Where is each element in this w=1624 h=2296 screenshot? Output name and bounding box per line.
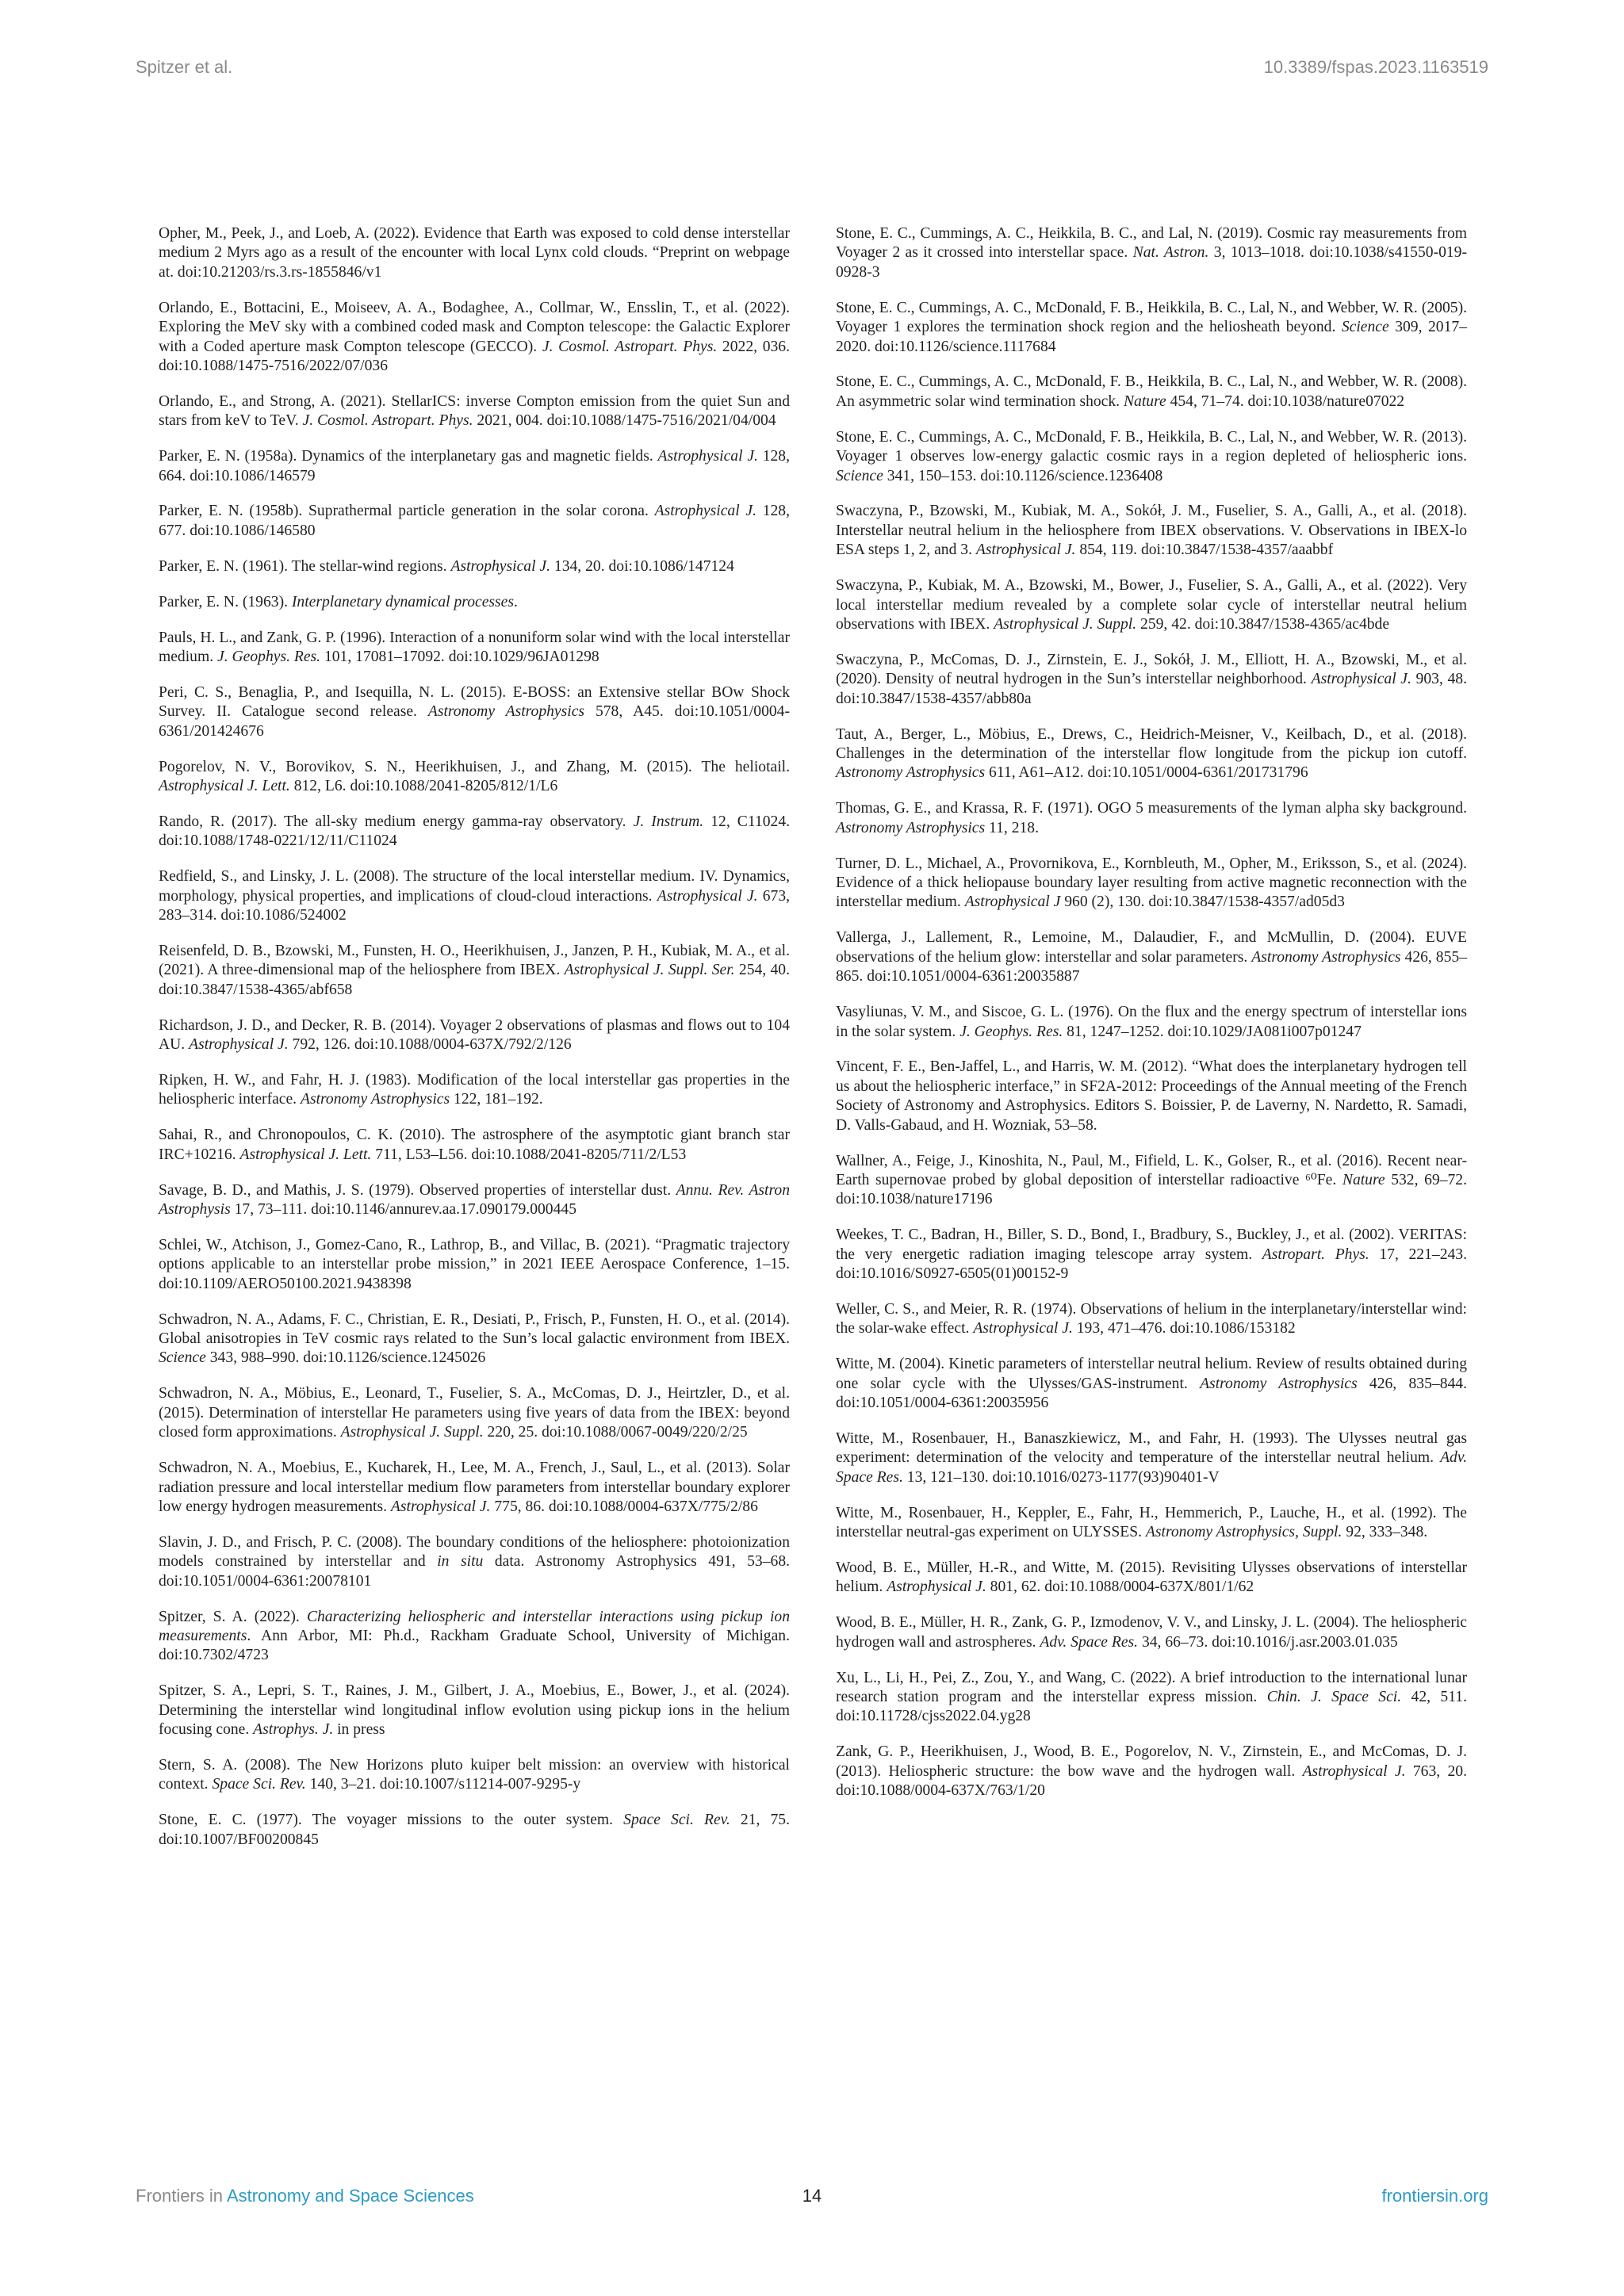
reference-text: Parker, E. N. (1958a). Dynamics of the interplanetary gas and magnetic fields. [159,448,658,465]
reference-text: Vincent, F. E., Ben-Jaffel, L., and Harris, W. M. (2012). “What does the interplanetary hydrogen tell us about the heliospheric interface,” in SF2A-2012: Proceedings of the Annual meeting of the French Society of Astronomy and Astrophysics. Editors S. Boissier, P. de Laverny, N. Nardetto, R. Samadi, D. Valls-Gabaud, and H. Wozniak, 53–58. [836,1058,1467,1134]
reference-text: 193, 471–476. doi:10.1086/153182 [1072,1320,1296,1337]
reference-journal: Nat. Astron. [1132,244,1209,262]
reference-entry [836,1669,1467,1727]
reference-text: Thomas, G. E., and Krassa, R. F. (1971). OGO 5 measurements of the lyman alpha sky background. [836,800,1467,817]
reference-text: data. Astronomy Astrophysics 491, 53–68. doi:10.1051/0004-6361:20078101 [159,1553,791,1590]
reference-text: Redfield, S., and Linsky, J. L. (2008). The structure of the local interstellar medium. IV. Dynamics, morphology, physical properties, and implications of cloud-cloud interactions. [159,868,790,905]
reference-text: Witte, M., Rosenbauer, H., Banaszkiewicz, M., and Fahr, H. (1993). The Ulysses neutral gas experiment: determination of the velocity and temperature of the interstellar neutral helium. [836,1430,1467,1467]
reference-journal: Astronomy Astrophysics [427,703,585,721]
reference-text: 309, 2017–2020. doi:10.1126/science.1117684 [836,319,1467,355]
reference-entry [836,428,1467,486]
reference-text: 426, 835–844. doi:10.1051/0004-6361:20035956 [836,1375,1467,1412]
reference-text: 220, 25. doi:10.1088/0067-0049/220/2/25 [483,1424,748,1441]
reference-text: Stone, E. C., Cummings, A. C., Heikkila, B. C., and Lal, N. (2019). Cosmic ray measurements from Voyager 2 as it crossed into interstellar space. [836,225,1467,262]
reference-journal: Astronomy Astrophysics [300,1091,450,1108]
running-header-doi: 10.3389/fspas.2023.1163519 [1263,57,1488,77]
reference-entry [836,1058,1467,1135]
reference-text: Stone, E. C., Cummings, A. C., McDonald, F. B., Heikkila, B. C., Lal, N., and Webber, W. R. (2008). An asymmetric solar wind termination shock. [836,373,1467,410]
reference-text: Turner, D. L., Michael, A., Provornikova, E., Kornbleuth, M., Opher, M., Eriksson, S., et al. (2024). Evidence of a thick heliopause boundary layer resulting from active magnetic reconnection with the interstellar medium. [836,855,1467,911]
reference-entry [159,1071,790,1110]
reference-text: Wallner, A., Feige, J., Kinoshita, N., Paul, M., Fifield, L. K., Golser, R., et al. (2016). Recent near-Earth supernovae probed by global deposition of interstellar radioactive ⁶⁰Fe. [836,1152,1467,1188]
reference-entry [836,651,1467,709]
reference-text: Parker, E. N. (1958b). Suprathermal particle generation in the solar corona. [159,503,655,520]
reference-text: 122, 181–192. [450,1091,543,1108]
reference-journal: J. Geophys. Res. [217,649,321,665]
reference-text: Orlando, E., and Strong, A. (2021). StellarICS: inverse Compton emission from the quiet Sun and stars from keV to TeV. [159,392,790,430]
reference-text: Schwadron, N. A., Möbius, E., Leonard, T., Fuselier, S. A., McComas, D. J., Heirtzler, D., et al. (2015). Determination of interstellar He parameters using five years of data from the IBEX: beyond closed form approximations. [159,1385,790,1441]
reference-journal: Space Sci. Rev. [212,1776,306,1793]
reference-text: 11, 218. [985,819,1039,836]
reference-journal: Astrophysical J. [1311,671,1411,688]
reference-text: 2021, 004. doi:10.1088/1475-7516/2021/04/004 [473,412,776,430]
reference-journal: Astrophysical J. Suppl. [994,616,1137,633]
reference-journal: Astrophysical J. [390,1498,491,1515]
reference-text: Vasyliunas, V. M., and Siscoe, G. L. (1976). On the flux and the energy spectrum of interstellar ions in the solar system. [836,1004,1467,1040]
reference-text: 532, 69–72. doi:10.1038/nature17196 [836,1171,1468,1208]
reference-text: Spitzer, S. A. (2022). [159,1608,307,1625]
reference-text: Orlando, E., Bottacini, E., Moiseev, A. A., Bodaghee, A., Collmar, W., Ensslin, T., et al. (2022). Exploring the MeV sky with a combined coded mask and Compton telescope: the Galactic Explorer with a Coded aperture mask Compton telescope (GECCO). [159,299,790,355]
reference-journal: Science [836,467,883,484]
reference-entry [159,1181,790,1220]
reference-journal: Astronomy Astrophysics [1200,1375,1358,1392]
reference-entry [836,725,1467,783]
reference-entry [836,1152,1467,1210]
reference-text: Swaczyna, P., McComas, D. J., Zirnstein, E. J., Sokół, J. M., Elliott, H. A., Bzowski, M., et al. (2020). Density of neutral hydrogen in the Sun’s interstellar neighborhood. [836,651,1467,688]
reference-text: 426, 855–865. doi:10.1051/0004-6361:20035887 [836,948,1467,985]
reference-journal: Astronomy Astrophysics, Suppl. [1145,1524,1342,1541]
reference-entry [159,683,790,741]
reference-entry [836,502,1467,560]
reference-journal: Adv. Space Res. [836,1449,1467,1486]
reference-entry [159,813,790,851]
reference-entry [159,1608,790,1666]
reference-text: Stone, E. C., Cummings, A. C., McDonald, F. B., Heikkila, B. C., Lal, N., and Webber, W. R. (2005). Voyager 1 explores the termination shock region and the heliosheath beyond. [836,299,1467,336]
reference-journal: Nature [1123,392,1166,410]
reference-text: 134, 20. doi:10.1086/147124 [550,557,734,575]
reference-text: in press [333,1721,385,1739]
reference-entry [159,942,790,1000]
reference-entry [836,1300,1467,1339]
reference-text: . Ann Arbor, MI: Ph.d., Rackham Graduate School, University of Michigan. doi:10.7302/4723 [159,1627,790,1664]
reference-journal: Astrophysical J. [654,503,756,520]
reference-entry [836,1559,1467,1598]
reference-journal: Astrophysical J. [657,448,758,465]
reference-text: Opher, M., Peek, J., and Loeb, A. (2022). Evidence that Earth was exposed to cold dense interstellar medium 2 Myrs ago as a result of the encounter with local Lynx cold clouds. “Preprint on webpage at. doi:10.21203/rs.3.rs-1855846/v1 [159,225,790,281]
reference-entry [159,867,790,925]
reference-journal: Space Sci. Rev. [623,1812,730,1829]
reference-journal: Science [159,1349,206,1367]
reference-text: Weller, C. S., and Meier, R. R. (1974). Observations of helium in the interplanetary/interstellar wind: the solar-wake effect. [836,1300,1467,1337]
running-header-authors: Spitzer et al. [136,57,233,77]
reference-text: 792, 126. doi:10.1088/0004-637X/792/2/126 [288,1036,572,1054]
reference-journal: Astrophysical J. [450,557,551,575]
reference-text: 903, 48. doi:10.3847/1538-4357/abb80a [836,671,1467,707]
reference-text: Stone, E. C., Cummings, A. C., McDonald, F. B., Heikkila, B. C., Lal, N., and Webber, W. R. (2013). Voyager 1 observes low-energy galactic cosmic rays in a region depleted of heliospheric ions. [836,428,1467,465]
reference-text: Stone, E. C. (1977). The voyager missions to the outer system. [159,1812,624,1829]
reference-text: Savage, B. D., and Mathis, J. S. (1979). Observed properties of interstellar dust. [159,1181,676,1199]
reference-entry [836,1226,1467,1284]
reference-text: 92, 333–348. [1342,1524,1428,1541]
reference-text: 34, 66–73. doi:10.1016/j.asr.2003.01.035 [1138,1633,1398,1651]
reference-text: Ripken, H. W., and Fahr, H. J. (1983). Modification of the local interstellar gas properties in the heliospheric interface. [159,1072,790,1108]
reference-text: Pogorelov, N. V., Borovikov, S. N., Heerikhuisen, J., and Zhang, M. (2015). The heliotail. [159,758,790,775]
reference-entry [159,593,790,612]
reference-text: . [513,593,518,610]
reference-entry [159,1311,790,1368]
reference-text: Swaczyna, P., Kubiak, M. A., Bzowski, M., Bower, J., Fuselier, S. A., Galli, A., et al. (2022). Very local interstellar medium revealed by a complete solar cycle of interstellar neutral helium observations with IBEX. [836,577,1467,633]
reference-text: 454, 71–74. doi:10.1038/nature07022 [1166,392,1405,410]
reference-text: Vallerga, J., Lallement, R., Lemoine, M., Dalaudier, F., and McMullin, D. (2004). EUVE observations of the helium glow: interstellar and solar parameters. [836,929,1467,966]
reference-journal: Chin. J. Space Sci. [1266,1689,1402,1706]
footer-website-link[interactable]: frontiersin.org [1381,2186,1488,2206]
reference-text: 17, 221–243. doi:10.1016/S0927-6505(01)00152-9 [836,1246,1467,1283]
reference-text: 960 (2), 130. doi:10.3847/1538-4357/ad05d3 [1060,894,1345,911]
reference-text: Parker, E. N. (1963). [159,593,292,610]
reference-entry [159,1016,790,1055]
reference-entry [159,1811,790,1850]
reference-entry [836,1743,1467,1800]
reference-text: 711, L53–L56. doi:10.1088/2041-8205/711/2/L53 [371,1146,687,1163]
references-column-right [836,224,1467,1817]
reference-entry [159,1384,790,1442]
reference-text: 17, 73–111. doi:10.1146/annurev.aa.17.090179.000445 [230,1201,576,1219]
footer-journal-name: Astronomy and Space Sciences [226,2186,474,2206]
reference-text: 812, L6. doi:10.1088/2041-8205/812/1/L6 [289,778,558,795]
reference-text: 21, 75. doi:10.1007/BF00200845 [159,1812,790,1848]
reference-text: 801, 62. doi:10.1088/0004-637X/801/1/62 [986,1578,1254,1596]
references-column-left [159,224,790,1866]
reference-text: Weekes, T. C., Badran, H., Biller, S. D., Bond, I., Bradbury, S., Buckley, J., et al. (2002). VERITAS: the very energetic radiation imaging telescope array system. [836,1226,1467,1263]
reference-journal: Astrophysical J. Lett. [159,778,290,795]
reference-text: Rando, R. (2017). The all-sky medium energy gamma-ray observatory. [159,813,634,830]
reference-entry [836,799,1467,838]
reference-text: Peri, C. S., Benaglia, P., and Isequilla, N. L. (2015). E-BOSS: an Extensive stellar BOw Shock Survey. II. Catalogue second release. [159,683,790,721]
reference-journal: Astrophysical J. [189,1036,289,1054]
reference-text: 101, 17081–17092. doi:10.1029/96JA01298 [320,649,599,665]
reference-text: 578, A45. doi:10.1051/0004-6361/201424676 [159,703,790,740]
footer-journal-prefix: Frontiers in [136,2186,227,2206]
reference-journal: Astrophysical J [964,894,1061,911]
reference-entry [159,557,790,576]
reference-entry [836,576,1467,634]
reference-text: 42, 511. doi:10.11728/cjss2022.04.yg28 [836,1689,1467,1725]
reference-journal: J. Geophys. Res. [959,1023,1063,1040]
reference-text: Stern, S. A. (2008). The New Horizons pluto kuiper belt mission: an overview with historical context. [159,1756,790,1793]
reference-entry [836,1355,1467,1413]
reference-text: Slavin, J. D., and Frisch, P. C. (2008). The boundary conditions of the heliosphere: photoionization models constrained by interstellar and [159,1533,790,1571]
reference-text: Witte, M. (2004). Kinetic parameters of interstellar neutral helium. Review of results obtained during one solar cycle with the Ulysses/GAS-instrument. [836,1356,1467,1392]
reference-entry [836,1003,1467,1042]
reference-entry [836,1613,1467,1652]
reference-entry [159,502,790,541]
reference-entry [836,1429,1467,1487]
reference-text: Sahai, R., and Chronopoulos, C. K. (2010). The astrosphere of the asymptotic giant branch star IRC+10216. [159,1127,790,1163]
reference-entry [159,1682,790,1739]
reference-journal: Astrophysical J. [887,1578,986,1596]
reference-text: Schwadron, N. A., Adams, F. C., Christian, E. R., Desiati, P., Frisch, P., Funsten, H. O., et al. (2014). Global anisotropies in TeV cosmic rays related to the Sun’s local galactic environment from IBEX. [159,1311,790,1348]
reference-entry [159,299,790,377]
reference-text: Richardson, J. D., and Decker, R. B. (2014). Voyager 2 observations of plasmas and flows out to 104 AU. [159,1016,790,1054]
page-number: 14 [802,2186,822,2206]
reference-journal: Astrophysical J. [1302,1762,1406,1780]
reference-text: 341, 150–153. doi:10.1126/science.1236408 [883,467,1163,484]
reference-entry [159,629,790,668]
reference-text: 673, 283–314. doi:10.1086/524002 [159,887,791,924]
reference-journal: J. Instrum. [633,813,704,830]
reference-journal: Astrophysical J. Lett. [239,1146,372,1163]
reference-text: 854, 119. doi:10.3847/1538-4357/aaabbf [1075,541,1334,559]
reference-entry [836,1504,1467,1543]
reference-text: 81, 1247–1252. doi:10.1029/JA081i007p01247 [1063,1023,1362,1040]
reference-entry [836,224,1467,282]
reference-text: 343, 988–990. doi:10.1126/science.1245026 [205,1349,486,1367]
reference-journal: Astrophys. J. [253,1721,334,1739]
reference-text: Taut, A., Berger, L., Möbius, E., Drews, C., Heidrich-Meisner, V., Keilbach, D., et al. (2018). Challenges in the determination of the interstellar flow longitude from the pickup ion cutoff. [836,725,1467,763]
reference-entry [836,373,1467,411]
reference-entry [836,855,1467,913]
reference-journal: Nature [1342,1171,1385,1188]
reference-text: Xu, L., Li, H., Pei, Z., Zou, Y., and Wang, C. (2022). A brief introduction to the international lunar research station program and the interstellar express mission. [836,1669,1467,1706]
reference-text: Wood, B. E., Müller, H.-R., and Witte, M. (2015). Revisiting Ulysses observations of interstellar helium. [836,1559,1467,1596]
reference-text: 12, C11024. doi:10.1088/1748-0221/12/11/C11024 [159,813,791,850]
reference-entry [159,1126,790,1165]
reference-text: Witte, M., Rosenbauer, H., Keppler, E., Fahr, H., Hemmerich, P., Lauche, H., et al. (1992). The interstellar neutral-gas experiment on ULYSSES. [836,1504,1467,1541]
reference-text: 259, 42. doi:10.3847/1538-4365/ac4bde [1136,616,1390,633]
reference-entry [159,224,790,282]
reference-journal: Astrophysical J. [975,541,1076,559]
reference-journal: Astrophysical J. Suppl. Ser. [564,962,735,979]
reference-text: 2022, 036. doi:10.1088/1475-7516/2022/07/036 [159,338,790,374]
reference-journal: in situ [437,1553,484,1571]
reference-text: Pauls, H. L., and Zank, G. P. (1996). Interaction of a nonuniform solar wind with the local interstellar medium. [159,629,790,665]
reference-journal: J. Cosmol. Astropart. Phys. [302,412,473,430]
reference-entry [159,758,790,797]
reference-journal: Astronomy Astrophysics [836,764,986,782]
reference-journal: Annu. Rev. Astron Astrophysis [159,1181,790,1219]
reference-entry [159,392,790,431]
reference-entry [159,1236,790,1294]
reference-journal: Science [1341,319,1389,336]
reference-journal: Astronomy Astrophysics [1251,948,1401,966]
reference-journal: Astropart. Phys. [1262,1246,1369,1263]
reference-entry [159,447,790,486]
reference-journal: Interplanetary dynamical processes [291,593,514,610]
reference-text: Wood, B. E., Müller, H. R., Zank, G. P., Izmodenov, V. V., and Linsky, J. L. (2004). The heliospheric hydrogen wall and astrospheres. [836,1614,1467,1651]
reference-entry [159,1756,790,1795]
reference-text: Spitzer, S. A., Lepri, S. T., Raines, J. M., Gilbert, J. A., Moebius, E., Bower, J., et al. (2024). Determining the interstellar wind longitudinal inflow evolution using pickup ions in the helium focusing cone. [159,1682,790,1739]
reference-journal: Characterizing heliospheric and interstellar interactions using pickup ion measurements [159,1608,790,1644]
reference-text: Schlei, W., Atchison, J., Gomez-Cano, R., Lathrop, B., and Villac, B. (2021). “Pragmatic trajectory options applicable to an interstellar probe mission,” in 2021 IEEE Aerospace Conference, 1–15. doi:10.1109/AERO50100.2021.9438398 [159,1236,790,1292]
reference-text: 775, 86. doi:10.1088/0004-637X/775/2/86 [490,1498,758,1515]
reference-text: Schwadron, N. A., Moebius, E., Kucharek, H., Lee, M. A., French, J., Saul, L., et al. (2013). Solar radiation pressure and local interstellar medium flow parameters from interstellar boundary explorer low energy hydrogen measurements. [159,1460,790,1515]
reference-entry [836,299,1467,357]
reference-entry [159,1459,790,1517]
reference-text: Zank, G. P., Heerikhuisen, J., Wood, B. E., Pogorelov, N. V., Zirnstein, E., and McComas, D. J. (2013). Heliospheric structure: the bow wave and the hydrogen wall. [836,1743,1467,1780]
reference-journal: Adv. Space Res. [1040,1633,1139,1651]
reference-text: 763, 20. doi:10.1088/0004-637X/763/1/20 [836,1762,1467,1800]
reference-text: 140, 3–21. doi:10.1007/s11214-007-9295-y [305,1776,581,1793]
reference-text: 611, A61–A12. doi:10.1051/0004-6361/201731796 [985,764,1308,782]
reference-text: 3, 1013–1018. doi:10.1038/s41550-019-0928-3 [836,244,1468,281]
reference-text: 254, 40. doi:10.3847/1538-4365/abf658 [159,962,791,998]
reference-journal: Astrophysical J. Suppl. [340,1424,484,1441]
reference-entry [836,928,1467,986]
reference-text: Reisenfeld, D. B., Bzowski, M., Funsten, H. O., Heerikhuisen, J., Janzen, P. H., Kubiak, M. A., et al. (2021). A three-dimensional map of the heliosphere from IBEX. [159,942,790,979]
reference-text: Parker, E. N. (1961). The stellar-wind regions. [159,557,451,575]
reference-journal: Astrophysical J. [973,1320,1073,1337]
reference-journal: Astrophysical J. [657,887,758,905]
reference-text: 128, 677. doi:10.1086/146580 [159,503,790,539]
reference-entry [159,1533,790,1591]
reference-text: 13, 121–130. doi:10.1016/0273-1177(93)90401-V [902,1468,1220,1486]
reference-journal: J. Cosmol. Astropart. Phys. [542,338,718,355]
reference-journal: Astronomy Astrophysics [836,819,986,836]
reference-text: 128, 664. doi:10.1086/146579 [159,448,790,484]
reference-text: Swaczyna, P., Bzowski, M., Kubiak, M. A., Sokół, J. M., Fuselier, S. A., Galli, A., et al. (2018). Interstellar neutral helium in the heliosphere from IBEX observations. V. Observations in IBEX-lo ESA steps 1, 2, and 3. [836,503,1467,559]
